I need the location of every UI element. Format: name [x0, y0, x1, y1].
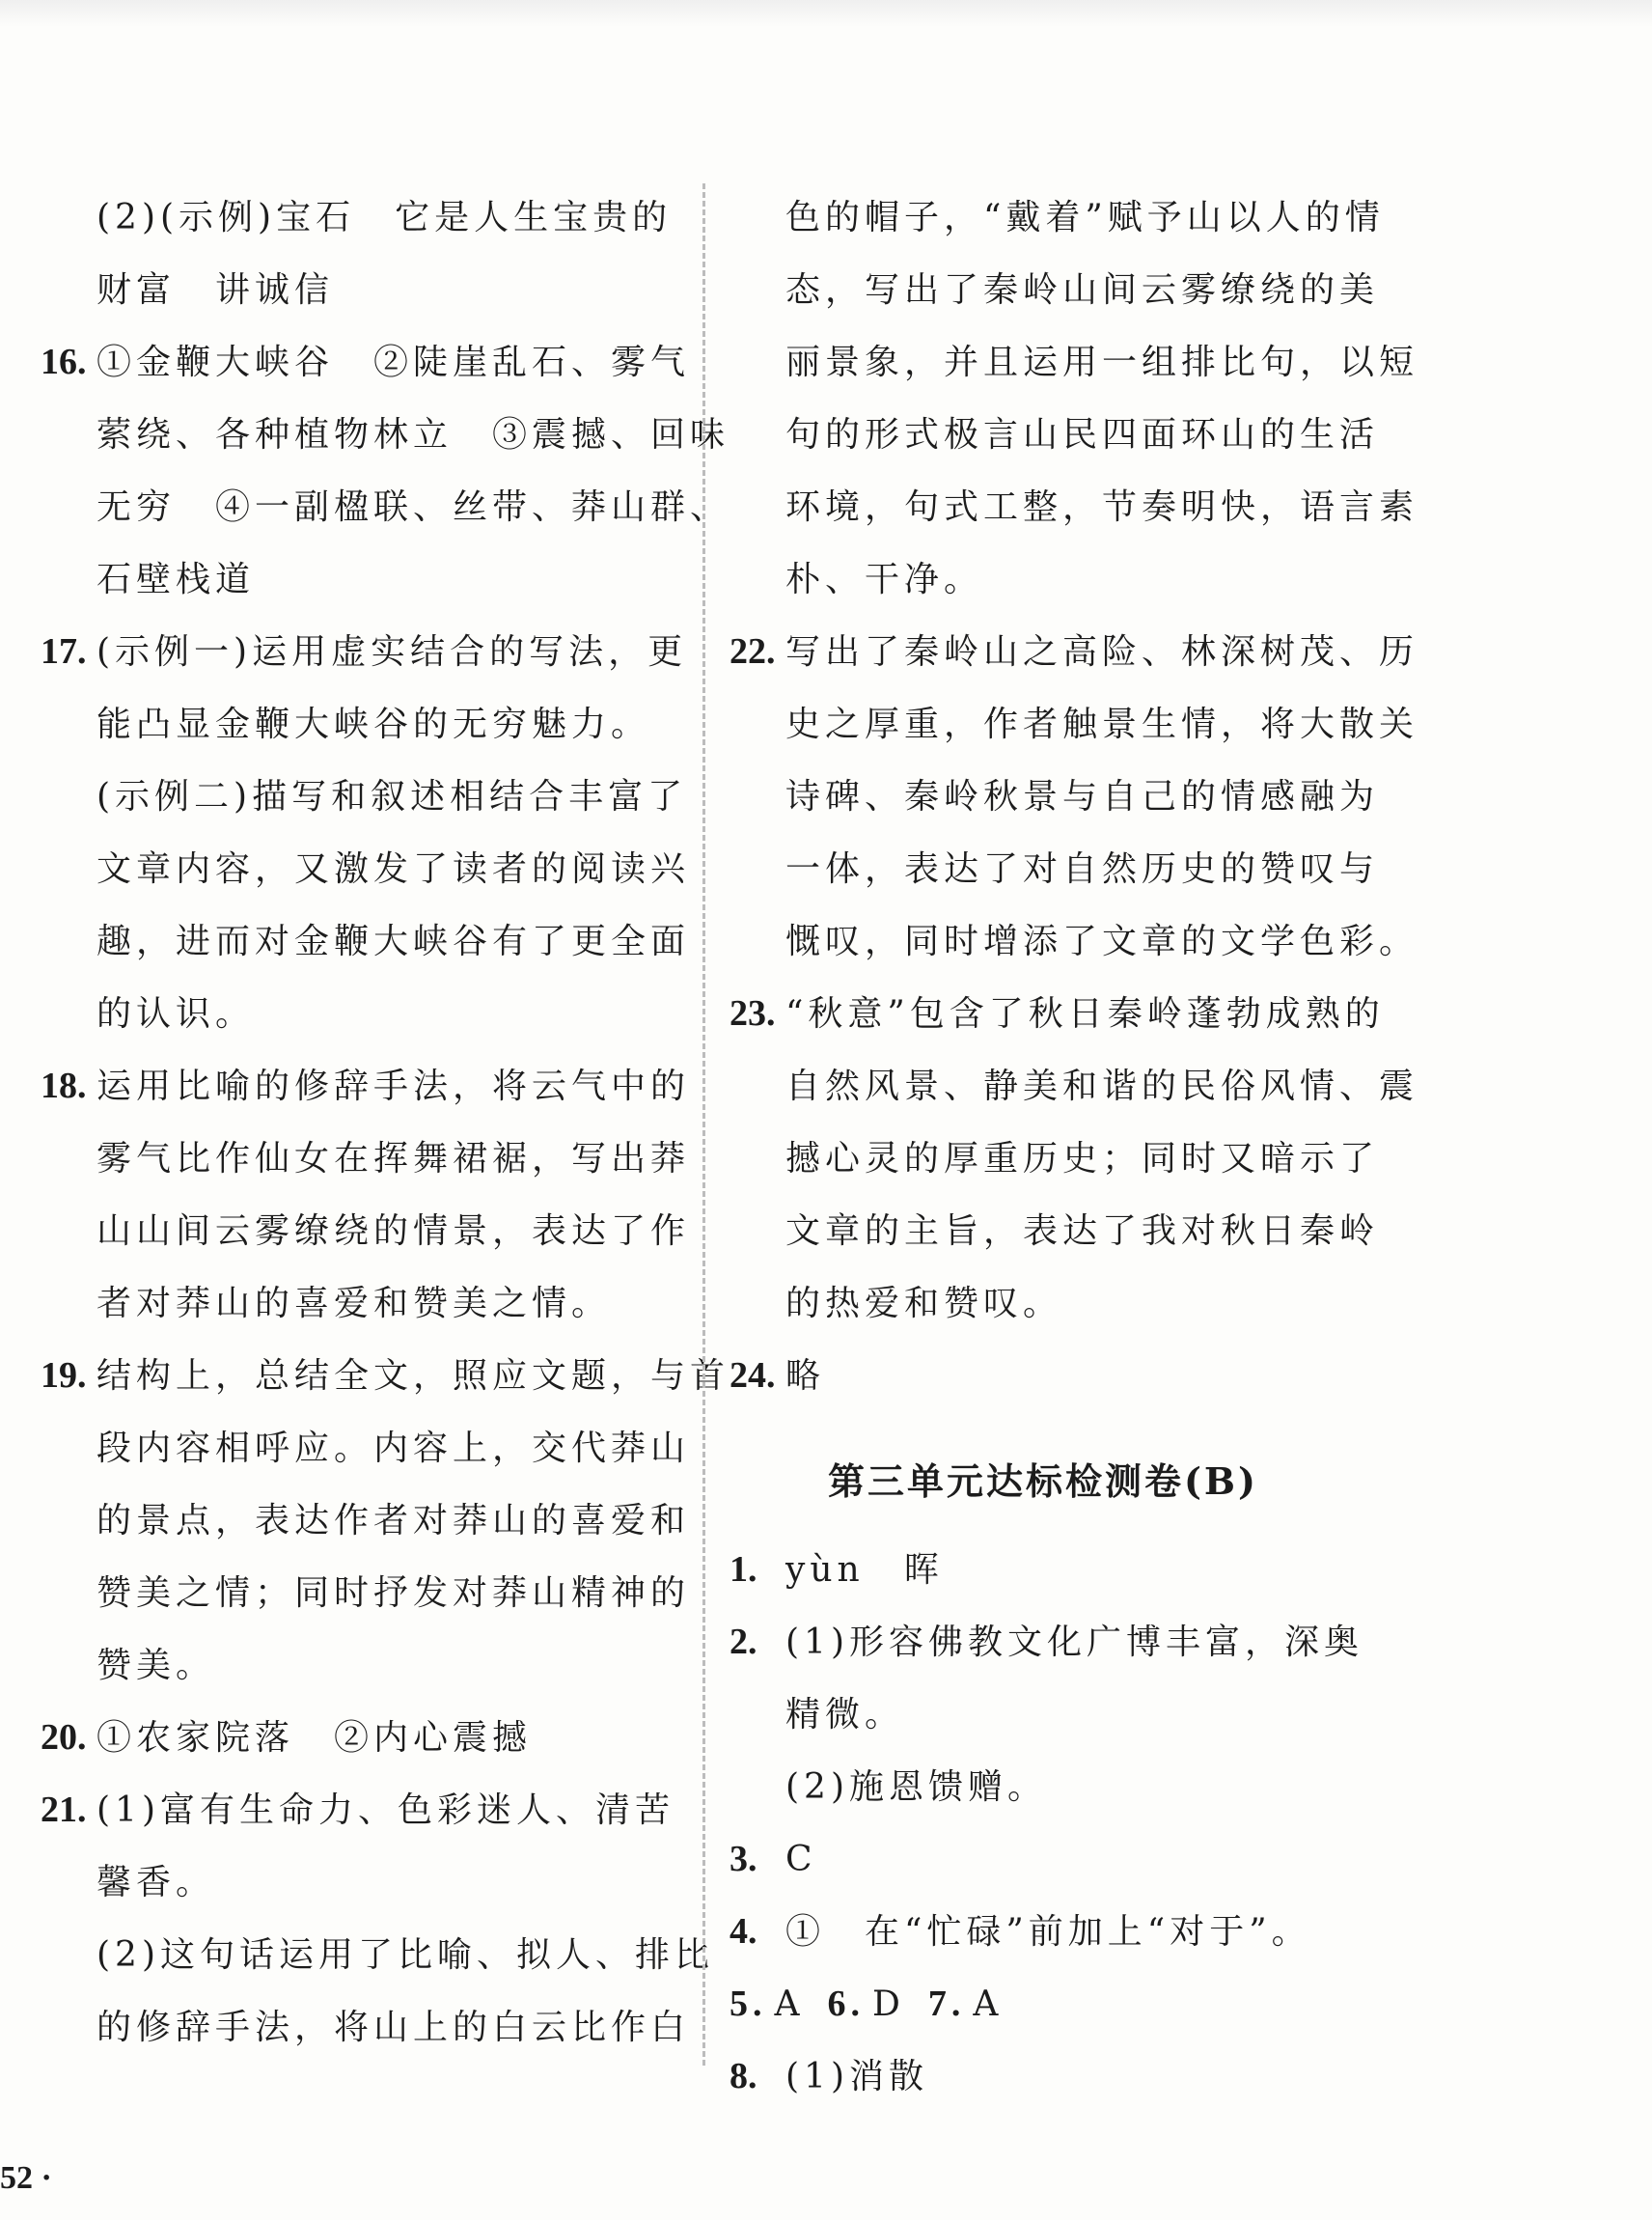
answer-line: 写出了秦岭山之高险、林深树茂、历 [785, 632, 1419, 672]
answer-line: 结构上，总结全文，照应文题，与首 [96, 1356, 730, 1396]
last-answer [730, 2040, 1357, 2113]
answer-text [785, 1823, 1357, 1896]
answer-line: (示例一)运用虚实结合的写法，更 [96, 632, 688, 672]
inline-answers [730, 1968, 1357, 2040]
answer-line: (2)(示例)宝石 它是人生宝贵的 [96, 198, 673, 237]
question-number: 5. [730, 1984, 767, 2024]
section-answers [730, 1534, 1363, 1968]
question-number: 18. [41, 1066, 87, 1106]
answer-line: 句的形式极言山民四面环山的生活 [785, 415, 1380, 455]
answer-item [41, 1702, 677, 1774]
answer-item [41, 1774, 714, 2064]
question-number: 21. [41, 1790, 87, 1830]
answer-line: yùn 晖 [785, 1550, 944, 1590]
question-number: 16. [41, 342, 87, 382]
answer-line: 雾气比作仙女在挥舞裙裾，写出莽 [96, 1139, 691, 1179]
answer-text [785, 1896, 1357, 1968]
question-number: 23. [730, 993, 776, 1034]
answer-line: 萦绕、各种植物林立 ③震撼、回味 [96, 415, 730, 455]
answer-line: ①金鞭大峡谷 ②陡崖乱石、雾气 [96, 343, 691, 382]
answer-line: (2)施恩馈赠。 [785, 1767, 1047, 1807]
answer-line: 朴、干净。 [785, 560, 984, 599]
answer-text [785, 1606, 1363, 1823]
inline-answer [928, 1968, 1004, 2040]
answer-line: 的热爱和赞叹。 [785, 1284, 1063, 1323]
answer-text: A [973, 1984, 1004, 2024]
answer-item [730, 2040, 1357, 2113]
answer-line: “秋意”包含了秋日秦岭蓬勃成熟的 [785, 994, 1385, 1034]
answer-text: A [774, 1984, 805, 2024]
answer-text [785, 1340, 1357, 1412]
answer-text [96, 1702, 677, 1774]
answer-line: 能凸显金鞭大峡谷的无穷魅力。 [96, 705, 651, 744]
inline-answer [828, 1968, 905, 2040]
right-answers [730, 181, 1419, 1412]
answer-text [96, 1340, 730, 1702]
answer-line: ① 在“忙碌”前加上“对于”。 [785, 1912, 1311, 1952]
answer-item [41, 1050, 691, 1340]
answer-text [785, 2040, 1357, 2113]
answer-line: 诗碑、秦岭秋景与自己的情感融为 [785, 777, 1380, 817]
answer-item [41, 181, 677, 326]
answer-line: 环境，句式工整，节奏明快，语言素 [785, 487, 1419, 527]
answer-line: 的景点，表达作者对莽山的喜爱和 [96, 1501, 691, 1540]
answer-line: 文章内容，又激发了读者的阅读兴 [96, 849, 691, 889]
answer-text [96, 181, 677, 326]
answer-line: 自然风景、静美和谐的民俗风情、震 [785, 1067, 1419, 1106]
answer-line: (2)这句话运用了比喻、拟人、排比 [96, 1935, 714, 1975]
answer-line: 文章的主旨，表达了我对秋日秦岭 [785, 1211, 1380, 1251]
question-number [41, 181, 96, 326]
answer-line: 趣，进而对金鞭大峡谷有了更全面 [96, 922, 691, 961]
answer-text [785, 616, 1418, 978]
answer-text [96, 1050, 690, 1340]
answer-line: 一体，表达了对自然历史的赞叹与 [785, 849, 1380, 889]
answer-item [730, 1896, 1357, 1968]
question-number: 17. [41, 631, 87, 672]
page-top-shade [0, 0, 1652, 27]
answer-line: C [785, 1840, 817, 1879]
question-number: 3. [730, 1839, 757, 1879]
answer-line: 段内容相呼应。内容上，交代莽山 [96, 1429, 691, 1468]
question-number: 4. [730, 1911, 757, 1952]
answer-line: 精微。 [785, 1695, 905, 1734]
answer-item [730, 181, 1419, 616]
answer-item [730, 1340, 1357, 1412]
right-column [730, 181, 1419, 2113]
answer-text [96, 326, 730, 616]
question-number: 7. [927, 1984, 966, 2024]
answer-item [730, 1823, 1357, 1896]
question-number: 1. [730, 1549, 757, 1590]
answer-line: 史之厚重，作者触景生情，将大散关 [785, 705, 1419, 744]
question-number: 22. [730, 631, 776, 672]
answer-text [785, 978, 1418, 1340]
answer-line: 略 [785, 1356, 826, 1396]
answer-item [730, 978, 1419, 1340]
answer-line: 赞美之情；同时抒发对莽山精神的 [96, 1573, 691, 1613]
answer-line: 馨香。 [96, 1863, 216, 1902]
answer-line: 态，写出了秦岭山间云雾缭绕的美 [785, 270, 1380, 310]
answer-line: (1)消散 [785, 2057, 928, 2096]
answer-text [785, 181, 1418, 616]
answer-line: ①农家院落 ②内心震撼 [96, 1718, 533, 1758]
answer-line: 的认识。 [96, 994, 256, 1034]
answer-item [41, 326, 730, 616]
question-number: 20. [41, 1717, 87, 1758]
answer-line: 财富 讲诚信 [96, 270, 335, 310]
question-number: 19. [41, 1355, 87, 1396]
answer-text [96, 616, 690, 1050]
answer-line: 撼心灵的厚重历史；同时又暗示了 [785, 1139, 1380, 1179]
answer-line: 丽景象，并且运用一组排比句，以短 [785, 343, 1419, 382]
section-title: 第三单元达标检测卷(B) [827, 1459, 1259, 1503]
answer-text [96, 1774, 714, 2064]
answer-text: D [872, 1984, 905, 2024]
question-number: 6. [827, 1984, 865, 2024]
answer-line: 者对莽山的喜爱和赞美之情。 [96, 1284, 612, 1323]
column-divider [702, 183, 705, 2066]
question-number: 2. [730, 1622, 757, 1662]
answer-line: 慨叹，同时增添了文章的文学色彩。 [785, 922, 1419, 961]
answer-item [41, 1340, 730, 1702]
inline-answer [730, 1968, 805, 2040]
question-number: 24. [730, 1355, 776, 1396]
question-number [730, 181, 785, 616]
answer-line: 无穷 ④一副楹联、丝带、莽山群、 [96, 487, 730, 527]
answer-text [785, 1534, 1357, 1606]
answer-line: 运用比喻的修辞手法，将云气中的 [96, 1067, 691, 1106]
answer-item [730, 1534, 1357, 1606]
answer-line: (1)形容佛教文化广博丰富，深奥 [785, 1623, 1363, 1662]
answer-item [730, 1606, 1363, 1823]
answer-line: 山山间云雾缭绕的情景，表达了作 [96, 1211, 691, 1251]
answer-line: 石壁栈道 [96, 560, 256, 599]
answer-item [41, 616, 691, 1050]
page-number: 52 · [0, 2160, 52, 2196]
answer-line: (1)富有生命力、色彩迷人、清苦 [96, 1790, 675, 1830]
answer-line: 赞美。 [96, 1646, 216, 1685]
left-column [41, 181, 730, 2064]
answer-line: 色的帽子，“戴着”赋予山以人的情 [785, 198, 1385, 237]
answer-line: (示例二)描写和叙述相结合丰富了 [96, 777, 688, 817]
answer-line: 的修辞手法，将山上的白云比作白 [96, 2008, 691, 2047]
answer-item [730, 616, 1419, 978]
question-number: 8. [730, 2056, 757, 2096]
